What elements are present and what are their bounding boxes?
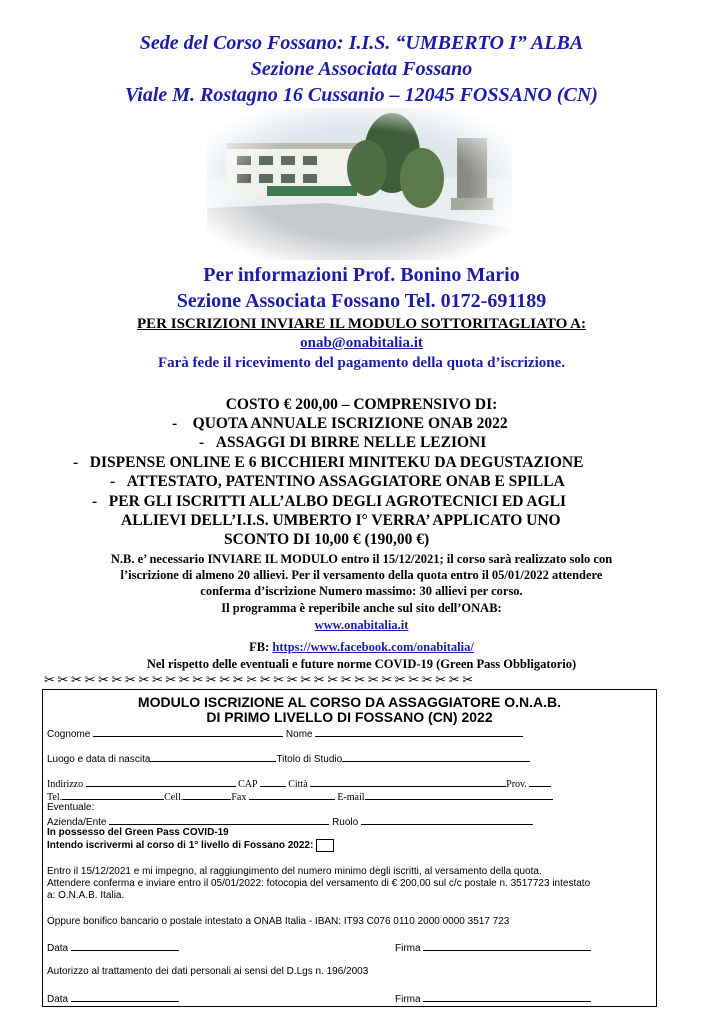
cognome-row: Cognome Nome <box>47 727 523 740</box>
covid-note: Nel rispetto delle eventuali e future norme COVID-19 (Green Pass Obbligatorio) <box>146 657 577 671</box>
scissors-cut-line: ✂✂✂✂✂✂✂✂✂✂✂✂✂✂✂✂✂✂✂✂✂✂✂✂✂✂✂✂✂✂✂✂ <box>44 673 476 687</box>
cost-item-4: - ATTESTATO, PATENTINO ASSAGGIATORE ONAB E SPILLA <box>110 473 565 490</box>
payment-note: Farà fede il ricevimento del pagamento della quota d’iscrizione. <box>157 355 566 371</box>
cell-field[interactable] <box>183 790 231 800</box>
cognome-field[interactable] <box>93 727 283 737</box>
cost-item-3: - DISPENSE ONLINE E 6 BICCHIERI MINITEKU DA DEGUSTAZIONE <box>73 454 584 471</box>
cost-item-5: - PER GLI ISCRITTI ALL’ALBO DEGLI AGROTECNICI ED AGLI <box>92 493 567 510</box>
send-instructions: PER ISCRIZIONI INVIARE IL MODULO SOTTORITAGLIATO A: <box>137 316 586 332</box>
azienda-field[interactable] <box>109 815 329 825</box>
header-line-3: Viale M. Rostagno 16 Cussanio – 12045 FOSSANO (CN) <box>125 84 598 106</box>
cost-item-5-cont-2: SCONTO DI 10,00 € (190,00 €) <box>224 531 430 548</box>
phone-row: Tel. Cell. Fax E-mail <box>47 790 553 803</box>
address-row: Indirizzo CAP Città Prov. <box>47 777 551 790</box>
nb-line-2: l’iscrizione di almeno 20 allievi. Per il versamento della quota entro il 05/01/2022 attendere <box>120 568 603 582</box>
school-building-photo <box>207 108 512 260</box>
nome-field[interactable] <box>315 727 523 737</box>
signature-row-2: Firma <box>395 992 591 1005</box>
commitment-line-1: Entro il 15/12/2021 e mi impegno, al raggiungimento del numero minimo degli iscritti, al versamento della quota. <box>47 866 542 877</box>
signature-field-1[interactable] <box>423 941 591 951</box>
website-link[interactable]: www.onabitalia.it <box>314 618 409 632</box>
bank-transfer-info: Oppure bonifico bancario o postale intestato a ONAB Italia - IBAN: IT93 C076 0110 2000 0000 3517 723 <box>47 916 510 927</box>
email-link[interactable]: onab@onabitalia.it <box>300 335 423 351</box>
program-note: Il programma è reperibile anche sul sito dell’ONAB: <box>221 601 502 615</box>
cost-title: COSTO € 200,00 – COMPRENSIVO DI: <box>225 396 498 413</box>
tel-field[interactable] <box>62 790 164 800</box>
signature-row-1: Firma <box>395 941 591 954</box>
eventuale-label: Eventuale: <box>47 802 95 813</box>
email-field[interactable] <box>365 790 553 800</box>
header-line-1: Sede del Corso Fossano: I.I.S. “UMBERTO I” ALBA <box>139 32 584 54</box>
enroll-row: Intendo iscrivermi al corso di 1° livello di Fossano 2022: <box>47 839 334 852</box>
header-line-2: Sezione Associata Fossano <box>250 58 473 80</box>
birth-row: Luogo e data di nascita Titolo di Studio <box>47 752 530 765</box>
citta-field[interactable] <box>310 777 506 787</box>
enroll-checkbox[interactable] <box>316 839 334 852</box>
form-title-1: MODULO ISCRIZIONE AL CORSO DA ASSAGGIATORE O.N.A.B. <box>137 694 562 710</box>
cost-item-1: - QUOTA ANNUALE ISCRIZIONE ONAB 2022 <box>172 415 508 432</box>
date-row-2: Data <box>47 992 179 1005</box>
commitment-line-2: Attendere conferma e inviare entro il 05/01/2022: fotocopia del versamento di € 200,00 sul c/c postale n. 3517723 intestato <box>47 878 591 889</box>
commitment-line-3: a: O.N.A.B. Italia. <box>47 890 125 901</box>
prov-field[interactable] <box>529 777 551 787</box>
form-title-2: DI PRIMO LIVELLO DI FOSSANO (CN) 2022 <box>206 709 493 725</box>
date-row-1: Data <box>47 941 179 954</box>
cost-item-5-cont-1: ALLIEVI DELL’I.I.S. UMBERTO I° VERRA’ APPLICATO UNO <box>121 512 561 529</box>
birth-field[interactable] <box>150 752 276 762</box>
nb-line-3: conferma d’iscrizione Numero massimo: 30 allievi per corso. <box>200 584 523 598</box>
green-pass-note: In possesso del Green Pass COVID-19 <box>47 827 229 838</box>
nb-line-1: N.B. e’ necessario INVIARE IL MODULO entro il 15/12/2021; il corso sarà realizzato solo con <box>110 552 613 566</box>
privacy-consent: Autorizzo al trattamento dei dati personali ai sensi del D.Lgs n. 196/2003 <box>47 966 369 977</box>
info-section-phone: Sezione Associata Fossano Tel. 0172-691189 <box>176 290 547 312</box>
azienda-row: Azienda/Ente Ruolo <box>47 815 533 828</box>
facebook-link[interactable]: https://www.facebook.com/onabitalia/ <box>272 640 474 654</box>
fax-field[interactable] <box>249 790 335 800</box>
facebook-line: FB: https://www.facebook.com/onabitalia/ <box>249 640 474 654</box>
info-contact: Per informazioni Prof. Bonino Mario <box>203 264 520 286</box>
cost-item-2: - ASSAGGI DI BIRRE NELLE LEZIONI <box>199 434 487 451</box>
date-field-2[interactable] <box>71 992 179 1002</box>
indirizzo-field[interactable] <box>86 777 236 787</box>
ruolo-field[interactable] <box>361 815 533 825</box>
cap-field[interactable] <box>260 777 286 787</box>
registration-form <box>42 689 657 1007</box>
signature-field-2[interactable] <box>423 992 591 1002</box>
titolo-field[interactable] <box>342 752 530 762</box>
date-field-1[interactable] <box>71 941 179 951</box>
